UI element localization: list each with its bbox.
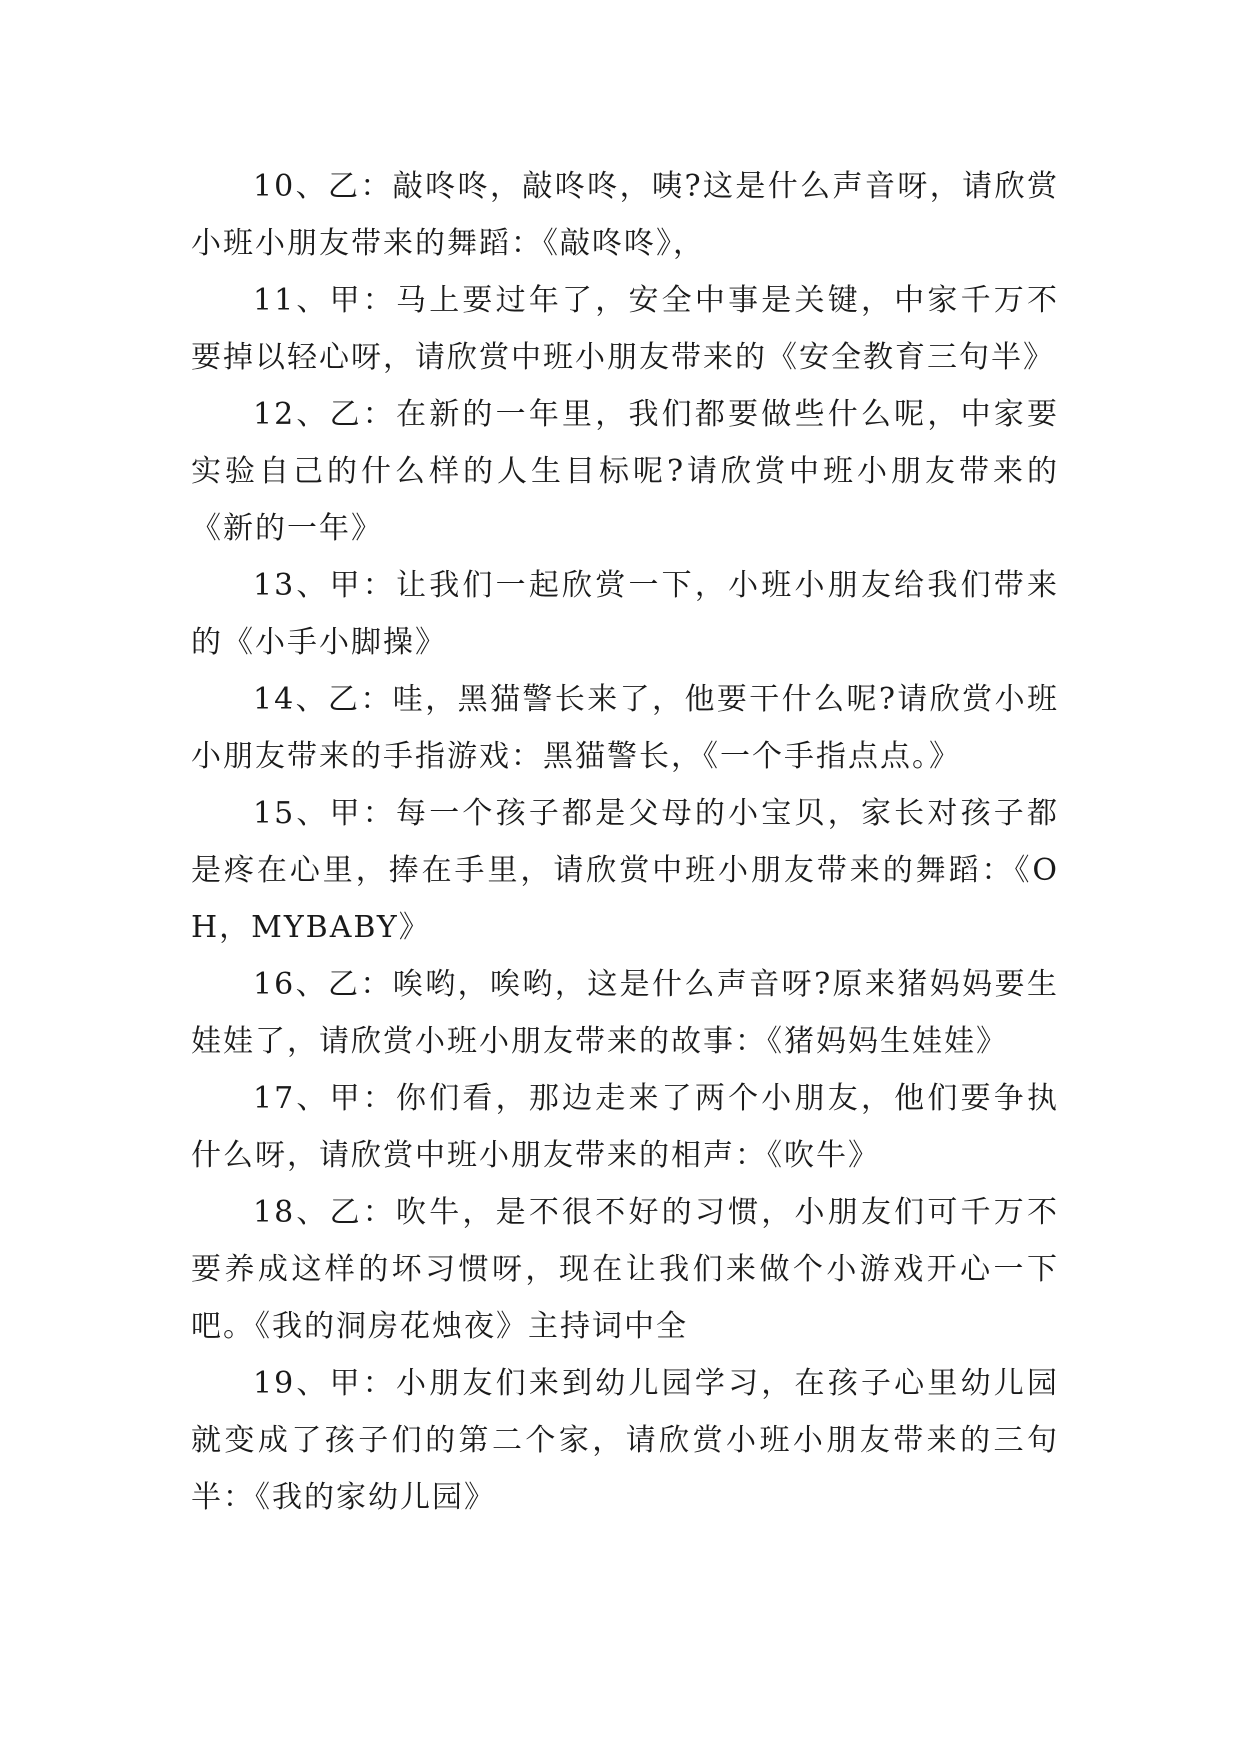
paragraph-13: 13、甲：让我们一起欣赏一下，小班小朋友给我们带来的《小手小脚操》	[191, 568, 1059, 660]
paragraph-17: 17、甲：你们看，那边走来了两个小朋友，他们要争执什么呀，请欣赏中班小朋友带来的相声：《吹牛》	[191, 1081, 1059, 1173]
paragraph-19: 19、甲：小朋友们来到幼儿园学习，在孩子心里幼儿园就变成了孩子们的第二个家，请欣赏小班小朋友带来的三句半：《我的家幼儿园》	[191, 1366, 1059, 1515]
paragraph-16: 16、乙：唉哟，唉哟，这是什么声音呀?原来猪妈妈要生娃娃了，请欣赏小班小朋友带来的故事：《猪妈妈生娃娃》	[191, 967, 1059, 1059]
paragraph-18: 18、乙：吹牛，是不很不好的习惯，小朋友们可千万不要养成这样的坏习惯呀，现在让我们来做个小游戏开心一下吧。《我的洞房花烛夜》主持词中全	[191, 1195, 1059, 1344]
paragraph-12: 12、乙：在新的一年里，我们都要做些什么呢，中家要实验自己的什么样的人生目标呢?请欣赏中班小朋友带来的《新的一年》	[191, 397, 1059, 546]
paragraph-10: 10、乙：敲咚咚，敲咚咚，咦?这是什么声音呀，请欣赏小班小朋友带来的舞蹈：《敲咚咚》，	[191, 169, 1059, 261]
paragraph-15: 15、甲：每一个孩子都是父母的小宝贝，家长对孩子都是疼在心里，捧在手里，请欣赏中班小朋友带来的舞蹈：《OH，MYBABY》	[191, 796, 1059, 945]
document-body	[191, 158, 1059, 1526]
paragraph-11: 11、甲：马上要过年了，安全中事是关键，中家千万不要掉以轻心呀，请欣赏中班小朋友带来的《安全教育三句半》	[191, 283, 1059, 375]
paragraph-14: 14、乙：哇，黑猫警长来了，他要干什么呢?请欣赏小班小朋友带来的手指游戏：黑猫警长，《一个手指点点。》	[191, 682, 1059, 774]
